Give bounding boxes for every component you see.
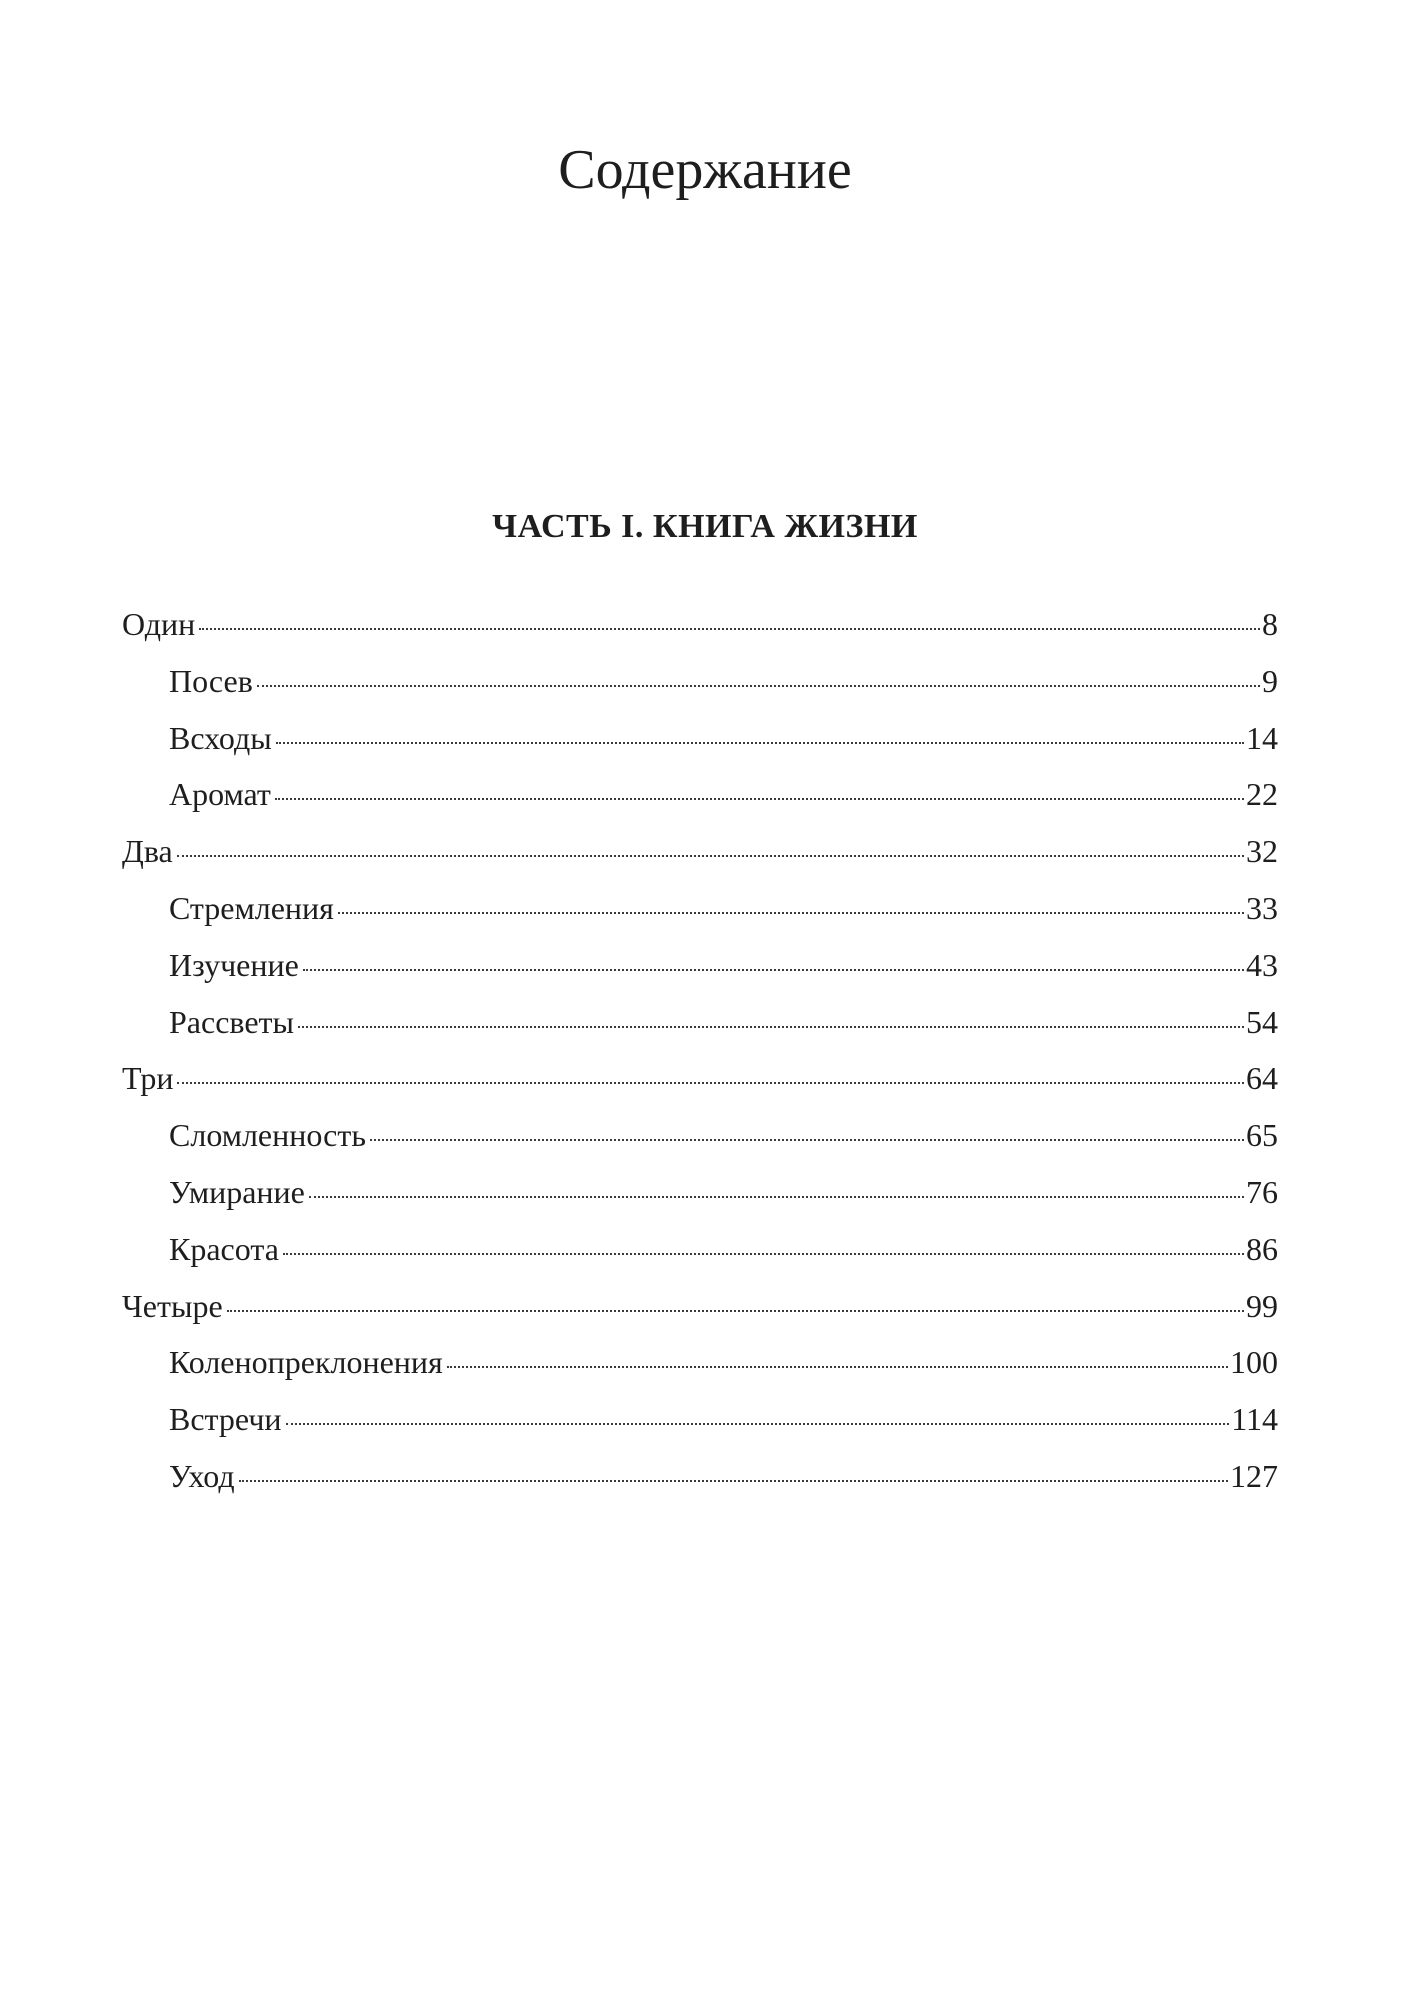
toc-entry[interactable] — [122, 1221, 1278, 1278]
toc-entry[interactable] — [122, 1050, 1278, 1107]
toc-entry-page: 9 — [1262, 662, 1278, 699]
toc-entry-label: Два — [122, 833, 173, 870]
toc-entry-label: Один — [122, 606, 196, 642]
toc-entry[interactable] — [122, 653, 1278, 710]
toc-entry[interactable] — [122, 596, 1278, 653]
toc-dot-leader — [276, 742, 1244, 744]
toc-entry-label: Три — [122, 1060, 174, 1097]
toc-entry-label: Уход — [169, 1457, 235, 1494]
toc-dot-leader — [177, 855, 1244, 857]
toc-dot-leader — [275, 798, 1244, 800]
toc-dot-leader — [370, 1139, 1244, 1141]
toc-entry-label: Сломленность — [169, 1117, 366, 1154]
toc-entry-label: Красота — [169, 1230, 279, 1267]
toc-entry[interactable] — [122, 1391, 1278, 1448]
toc-dot-leader — [257, 685, 1260, 687]
toc-entry-label: Аромат — [169, 776, 271, 813]
toc-entry-page: 114 — [1231, 1401, 1278, 1438]
toc-entry-page: 8 — [1262, 606, 1278, 642]
toc-dot-leader — [303, 969, 1244, 971]
toc-entry-label: Стремления — [169, 889, 334, 926]
toc-entry-page: 33 — [1246, 889, 1278, 926]
toc-entry[interactable] — [122, 1448, 1278, 1505]
toc-dot-leader — [199, 628, 1260, 630]
toc-dot-leader — [338, 912, 1244, 914]
toc-entry-label: Коленопреклонения — [169, 1344, 443, 1381]
toc-entry[interactable] — [122, 766, 1278, 823]
part-heading: ЧАСТЬ I. КНИГА ЖИЗНИ — [492, 508, 918, 545]
toc-entry-page: 65 — [1246, 1117, 1278, 1154]
page-title: Содержание — [558, 139, 852, 201]
toc-entry-label: Четыре — [122, 1287, 223, 1324]
toc-entry-page: 100 — [1230, 1344, 1278, 1381]
toc-entry-label: Изучение — [169, 946, 299, 983]
toc-entry-page: 54 — [1246, 1003, 1278, 1040]
toc-entry[interactable] — [122, 1334, 1278, 1391]
toc-dot-leader — [447, 1366, 1228, 1368]
toc-entry[interactable] — [122, 1278, 1278, 1335]
toc-entry[interactable] — [122, 710, 1278, 767]
toc-entry[interactable] — [122, 994, 1278, 1051]
toc-entry[interactable] — [122, 1164, 1278, 1221]
toc-entry-label: Посев — [169, 662, 253, 699]
toc-entry-page: 99 — [1246, 1287, 1278, 1324]
toc-entry-label: Рассветы — [169, 1003, 295, 1040]
toc-entry-label: Встречи — [169, 1401, 282, 1438]
toc-entry-label: Всходы — [169, 719, 272, 756]
table-of-contents — [122, 596, 1278, 1505]
toc-entry-page: 127 — [1230, 1457, 1278, 1494]
toc-dot-leader — [283, 1253, 1244, 1255]
toc-entry-page: 43 — [1246, 946, 1278, 983]
toc-entry-page: 14 — [1246, 719, 1278, 756]
toc-dot-leader — [239, 1480, 1228, 1482]
toc-entry[interactable] — [122, 1107, 1278, 1164]
toc-entry-page: 76 — [1246, 1173, 1278, 1210]
toc-entry-page: 86 — [1246, 1230, 1278, 1267]
toc-entry-label: Умирание — [169, 1173, 305, 1210]
toc-dot-leader — [298, 1026, 1244, 1028]
toc-entry-page: 32 — [1246, 833, 1278, 870]
toc-dot-leader — [177, 1082, 1244, 1084]
toc-entry[interactable] — [122, 880, 1278, 937]
toc-entry[interactable] — [122, 823, 1278, 880]
toc-dot-leader — [286, 1423, 1230, 1425]
toc-entry-page: 22 — [1246, 776, 1278, 813]
toc-entry-page: 64 — [1246, 1060, 1278, 1097]
toc-dot-leader — [309, 1196, 1244, 1198]
toc-entry[interactable] — [122, 937, 1278, 994]
toc-dot-leader — [227, 1310, 1244, 1312]
